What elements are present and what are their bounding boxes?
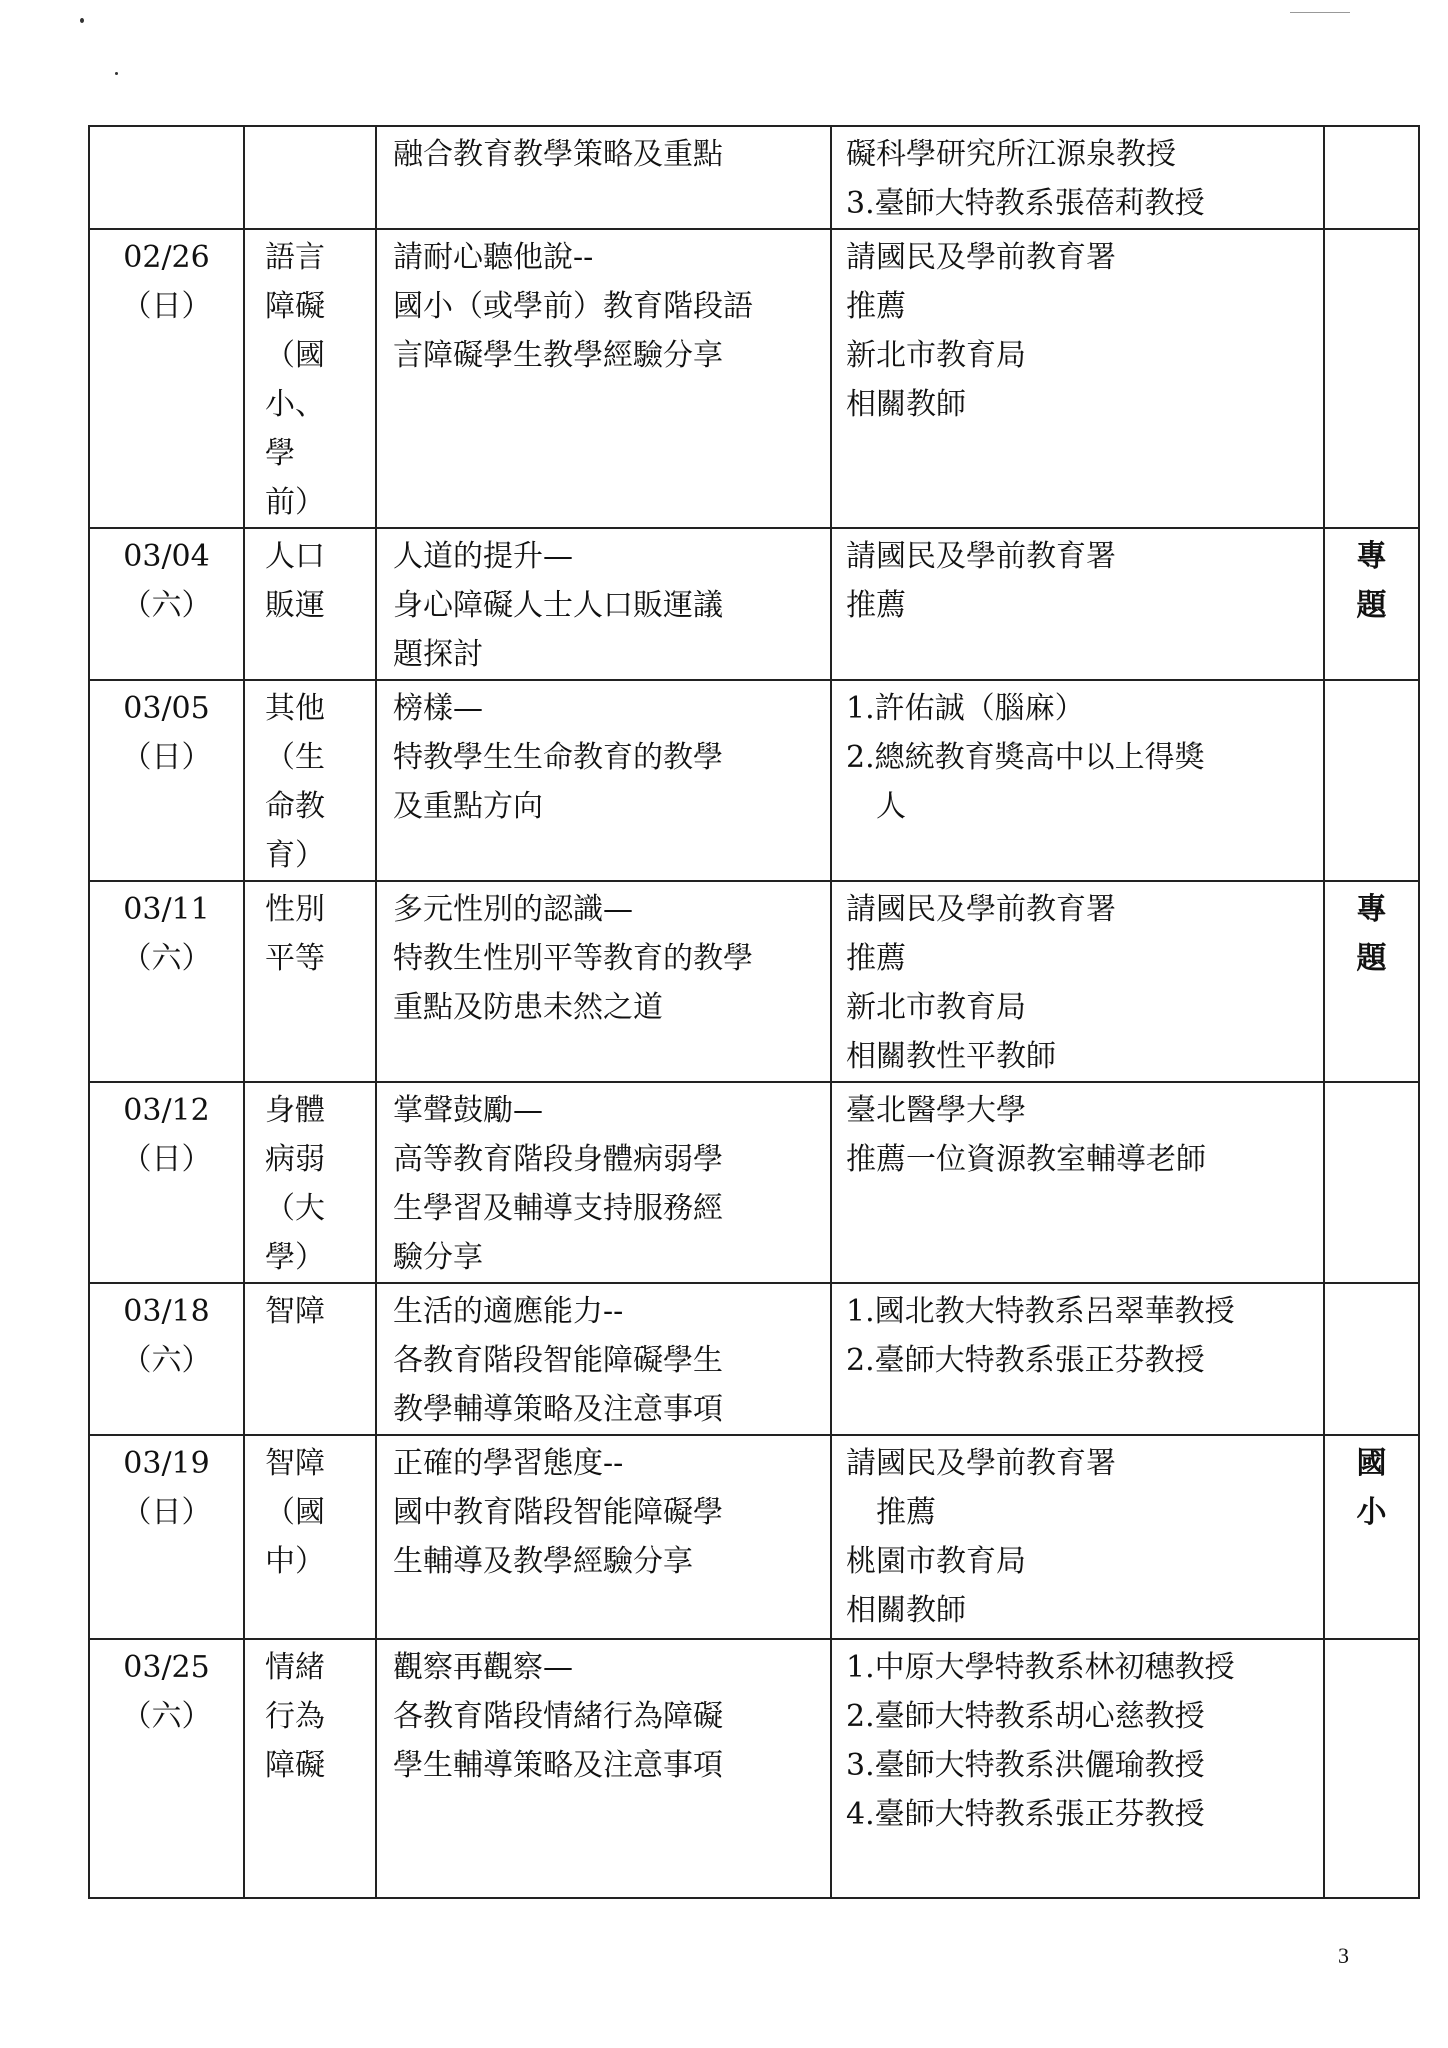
category-cell bbox=[244, 528, 376, 680]
topic-cell bbox=[376, 1639, 831, 1898]
table-row bbox=[89, 229, 1419, 528]
note-cell bbox=[1324, 528, 1419, 680]
table-body bbox=[89, 126, 1419, 1898]
date-cell bbox=[89, 1283, 244, 1435]
date-cell bbox=[89, 1082, 244, 1283]
topic-cell bbox=[376, 528, 831, 680]
topic-line: 榜樣— bbox=[393, 691, 483, 726]
speaker-line: 3.臺師大特教系洪儷瑜教授 bbox=[846, 1748, 1205, 1783]
speaker-line: 相關教性平教師 bbox=[846, 1039, 1056, 1074]
note-cell bbox=[1324, 1283, 1419, 1435]
topic-cell bbox=[376, 126, 831, 229]
speaker-cell bbox=[831, 1639, 1324, 1898]
speaker-line: 新北市教育局 bbox=[846, 990, 1026, 1025]
category-cell bbox=[244, 1435, 376, 1639]
date-line: 03/18 bbox=[123, 1294, 210, 1329]
note-line: 專 bbox=[1356, 892, 1387, 927]
category-line: （國 bbox=[265, 1495, 325, 1530]
table-row bbox=[89, 126, 1419, 229]
topic-cell bbox=[376, 1283, 831, 1435]
category-line: 平等 bbox=[265, 941, 325, 976]
speaker-cell bbox=[831, 680, 1324, 881]
topic-line: 生輔導及教學經驗分享 bbox=[393, 1544, 693, 1579]
topic-cell bbox=[376, 1435, 831, 1639]
topic-line: 驗分享 bbox=[393, 1240, 483, 1275]
speaker-line: 桃園市教育局 bbox=[846, 1544, 1026, 1579]
speaker-cell bbox=[831, 1082, 1324, 1283]
category-line: 人口 bbox=[265, 539, 325, 574]
date-cell bbox=[89, 126, 244, 229]
category-line: 前） bbox=[265, 485, 325, 520]
date-line: 03/25 bbox=[123, 1650, 210, 1685]
speaker-line: 新北市教育局 bbox=[846, 338, 1026, 373]
note-line: 專 bbox=[1356, 539, 1387, 574]
date-line: （日） bbox=[121, 289, 212, 324]
category-cell bbox=[244, 1082, 376, 1283]
category-line: 病弱 bbox=[265, 1142, 325, 1177]
schedule-table bbox=[88, 125, 1420, 1899]
category-cell bbox=[244, 1639, 376, 1898]
category-line: 中） bbox=[265, 1544, 325, 1579]
date-line: （六） bbox=[121, 941, 212, 976]
topic-line: 正確的學習態度-- bbox=[393, 1446, 624, 1481]
topic-line: 高等教育階段身體病弱學 bbox=[393, 1142, 723, 1177]
speaker-line: 請國民及學前教育署 bbox=[846, 539, 1116, 574]
topic-line: 人道的提升— bbox=[393, 539, 573, 574]
topic-line: 國小（或學前）教育階段語 bbox=[393, 289, 753, 324]
category-line: 智障 bbox=[265, 1294, 325, 1329]
topic-line: 特教生性別平等教育的教學 bbox=[393, 941, 753, 976]
date-cell bbox=[89, 1435, 244, 1639]
speaker-line: 4.臺師大特教系張正芬教授 bbox=[846, 1797, 1205, 1832]
speaker-line: 3.臺師大特教系張蓓莉教授 bbox=[846, 186, 1205, 221]
speaker-line: 2.臺師大特教系張正芬教授 bbox=[846, 1343, 1205, 1378]
category-line: 障礙 bbox=[265, 289, 325, 324]
category-line: 小、 bbox=[265, 387, 325, 422]
category-cell bbox=[244, 126, 376, 229]
speaker-line: 請國民及學前教育署 bbox=[846, 892, 1116, 927]
note-line: 題 bbox=[1356, 588, 1387, 623]
note-cell bbox=[1324, 680, 1419, 881]
date-line: （日） bbox=[121, 740, 212, 775]
speaker-line: 請國民及學前教育署 bbox=[846, 240, 1116, 275]
topic-line: 題探討 bbox=[393, 637, 483, 672]
date-line: 03/19 bbox=[123, 1446, 210, 1481]
table-row bbox=[89, 1435, 1419, 1639]
note-cell bbox=[1324, 229, 1419, 528]
scan-speck bbox=[115, 72, 118, 75]
date-line: （六） bbox=[121, 1699, 212, 1734]
category-line: 學 bbox=[265, 436, 295, 471]
date-cell bbox=[89, 1639, 244, 1898]
speaker-cell bbox=[831, 1435, 1324, 1639]
date-cell bbox=[89, 680, 244, 881]
date-line: 03/12 bbox=[123, 1093, 210, 1128]
note-cell bbox=[1324, 881, 1419, 1082]
date-line: 03/05 bbox=[123, 691, 210, 726]
date-line: 03/11 bbox=[123, 892, 210, 927]
speaker-line: 推薦一位資源教室輔導老師 bbox=[846, 1142, 1206, 1177]
topic-line: 各教育階段情緒行為障礙 bbox=[393, 1699, 723, 1734]
date-cell bbox=[89, 528, 244, 680]
scan-speck bbox=[80, 18, 84, 23]
page-number: 3 bbox=[1338, 1943, 1349, 1968]
topic-line: 觀察再觀察— bbox=[393, 1650, 573, 1685]
table-row bbox=[89, 881, 1419, 1082]
topic-line: 言障礙學生教學經驗分享 bbox=[393, 338, 723, 373]
note-cell bbox=[1324, 1082, 1419, 1283]
note-cell bbox=[1324, 1435, 1419, 1639]
topic-line: 學生輔導策略及注意事項 bbox=[393, 1748, 723, 1783]
speaker-line: 2.臺師大特教系胡心慈教授 bbox=[846, 1699, 1205, 1734]
topic-line: 多元性別的認識— bbox=[393, 892, 633, 927]
topic-line: 掌聲鼓勵— bbox=[393, 1093, 543, 1128]
date-line: 03/04 bbox=[123, 539, 210, 574]
speaker-cell bbox=[831, 1283, 1324, 1435]
category-line: 語言 bbox=[265, 240, 325, 275]
speaker-line: 1.國北教大特教系呂翠華教授 bbox=[846, 1294, 1235, 1329]
speaker-cell bbox=[831, 229, 1324, 528]
table-row bbox=[89, 680, 1419, 881]
category-line: 販運 bbox=[265, 588, 325, 623]
speaker-line: 相關教師 bbox=[846, 387, 966, 422]
scan-speck bbox=[1290, 12, 1350, 13]
speaker-line: 推薦 bbox=[846, 1495, 936, 1530]
topic-line: 重點及防患未然之道 bbox=[393, 990, 663, 1025]
speaker-line: 2.總統教育獎高中以上得獎 bbox=[846, 740, 1205, 775]
topic-line: 教學輔導策略及注意事項 bbox=[393, 1392, 723, 1427]
topic-cell bbox=[376, 229, 831, 528]
topic-line: 融合教育教學策略及重點 bbox=[393, 137, 723, 172]
category-line: 性別 bbox=[265, 892, 325, 927]
category-line: 育） bbox=[265, 838, 325, 873]
topic-cell bbox=[376, 680, 831, 881]
category-line: 行為 bbox=[265, 1699, 325, 1734]
speaker-line: 1.中原大學特教系林初穗教授 bbox=[846, 1650, 1235, 1685]
category-line: 情緒 bbox=[265, 1650, 325, 1685]
speaker-cell bbox=[831, 881, 1324, 1082]
category-line: 身體 bbox=[265, 1093, 325, 1128]
category-cell bbox=[244, 680, 376, 881]
category-line: 智障 bbox=[265, 1446, 325, 1481]
note-cell bbox=[1324, 1639, 1419, 1898]
speaker-cell bbox=[831, 528, 1324, 680]
category-line: 命教 bbox=[265, 789, 325, 824]
speaker-line: 推薦 bbox=[846, 941, 906, 976]
table-row bbox=[89, 1639, 1419, 1898]
topic-line: 各教育階段智能障礙學生 bbox=[393, 1343, 723, 1378]
topic-line: 請耐心聽他說-- bbox=[393, 240, 594, 275]
category-cell bbox=[244, 1283, 376, 1435]
note-cell bbox=[1324, 126, 1419, 229]
topic-line: 生學習及輔導支持服務經 bbox=[393, 1191, 723, 1226]
topic-line: 及重點方向 bbox=[393, 789, 543, 824]
speaker-line: 1.許佑誠（腦麻） bbox=[846, 691, 1085, 726]
category-line: （大 bbox=[265, 1191, 325, 1226]
speaker-line: 礙科學研究所江源泉教授 bbox=[846, 137, 1176, 172]
topic-line: 國中教育階段智能障礙學 bbox=[393, 1495, 723, 1530]
speaker-line: 相關教師 bbox=[846, 1593, 966, 1628]
category-line: 學） bbox=[265, 1240, 325, 1275]
speaker-line: 請國民及學前教育署 bbox=[846, 1446, 1116, 1481]
speaker-line: 臺北醫學大學 bbox=[846, 1093, 1026, 1128]
note-line: 小 bbox=[1356, 1495, 1387, 1530]
category-line: 其他 bbox=[265, 691, 325, 726]
date-line: 02/26 bbox=[123, 240, 210, 275]
speaker-cell bbox=[831, 126, 1324, 229]
date-line: （日） bbox=[121, 1495, 212, 1530]
date-line: （六） bbox=[121, 588, 212, 623]
topic-cell bbox=[376, 881, 831, 1082]
note-line: 國 bbox=[1356, 1446, 1387, 1481]
category-line: 障礙 bbox=[265, 1748, 325, 1783]
speaker-line: 推薦 bbox=[846, 588, 906, 623]
topic-line: 特教學生生命教育的教學 bbox=[393, 740, 723, 775]
speaker-line: 人 bbox=[846, 789, 906, 824]
category-line: （生 bbox=[265, 740, 325, 775]
date-cell bbox=[89, 229, 244, 528]
category-cell bbox=[244, 229, 376, 528]
topic-line: 身心障礙人士人口販運議 bbox=[393, 588, 723, 623]
table-row bbox=[89, 1283, 1419, 1435]
date-line: （六） bbox=[121, 1343, 212, 1378]
date-line: （日） bbox=[121, 1142, 212, 1177]
date-cell bbox=[89, 881, 244, 1082]
speaker-line: 推薦 bbox=[846, 289, 906, 324]
category-line: （國 bbox=[265, 338, 325, 373]
topic-cell bbox=[376, 1082, 831, 1283]
topic-line: 生活的適應能力-- bbox=[393, 1294, 624, 1329]
category-cell bbox=[244, 881, 376, 1082]
table-row bbox=[89, 1082, 1419, 1283]
note-line: 題 bbox=[1356, 941, 1387, 976]
table-row bbox=[89, 528, 1419, 680]
